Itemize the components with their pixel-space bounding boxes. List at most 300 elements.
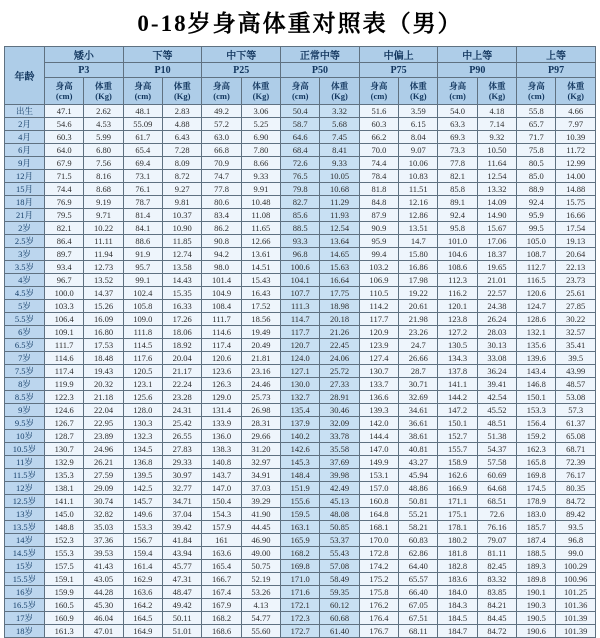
value-cell: 148.4 (281, 469, 320, 482)
value-cell: 4.18 (477, 105, 516, 118)
value-cell: 47.01 (84, 625, 123, 638)
value-cell: 108.6 (438, 261, 477, 274)
value-cell: 149.6 (123, 508, 162, 521)
value-cell: 3.06 (241, 105, 280, 118)
value-cell: 39.98 (320, 469, 359, 482)
value-cell: 95.7 (123, 261, 162, 274)
value-cell: 120.1 (438, 300, 477, 313)
value-cell: 23.73 (556, 274, 596, 287)
value-cell: 15.67 (477, 222, 516, 235)
value-cell: 36.61 (399, 417, 438, 430)
age-cell: 11岁 (5, 456, 45, 469)
value-cell: 132.1 (517, 326, 556, 339)
value-cell: 42.54 (477, 391, 516, 404)
value-cell: 17.52 (241, 300, 280, 313)
value-cell: 24.96 (84, 443, 123, 456)
value-cell: 141.1 (45, 495, 84, 508)
value-cell: 27.59 (84, 469, 123, 482)
value-cell: 120.6 (202, 352, 241, 365)
value-cell: 80.6 (202, 196, 241, 209)
value-cell: 161.4 (123, 560, 162, 573)
value-cell: 159.9 (45, 586, 84, 599)
value-cell: 88.9 (517, 183, 556, 196)
value-cell: 132.3 (123, 430, 162, 443)
value-cell: 81.4 (123, 209, 162, 222)
table-row (5, 105, 596, 118)
value-cell: 62.86 (399, 547, 438, 560)
value-cell: 61.7 (123, 131, 162, 144)
value-cell: 96.7 (45, 274, 84, 287)
value-cell: 6.15 (399, 118, 438, 131)
value-cell: 128.0 (123, 404, 162, 417)
page-title: 0-18岁身高体重对照表（男） (137, 11, 463, 36)
value-cell: 64.0 (45, 144, 84, 157)
value-cell: 100.0 (45, 287, 84, 300)
value-cell: 64.40 (399, 560, 438, 573)
value-cell: 134.5 (123, 443, 162, 456)
value-cell: 17.26 (163, 313, 202, 326)
value-cell: 20.61 (399, 300, 438, 313)
value-cell: 11.93 (320, 209, 359, 222)
value-cell: 89.7 (45, 248, 84, 261)
value-cell: 99.4 (359, 248, 398, 261)
age-cell: 4岁 (5, 274, 45, 287)
value-cell: 71.7 (517, 131, 556, 144)
value-cell: 99.1 (123, 274, 162, 287)
value-cell: 12.66 (241, 235, 280, 248)
value-cell: 159.4 (123, 547, 162, 560)
value-cell: 23.16 (241, 365, 280, 378)
value-cell: 45.77 (163, 560, 202, 573)
value-cell: 112.3 (438, 274, 477, 287)
value-cell: 54.77 (241, 612, 280, 625)
value-cell: 13.32 (477, 183, 516, 196)
value-cell: 72.6 (477, 508, 516, 521)
table-row (5, 417, 596, 430)
value-cell: 107.7 (281, 287, 320, 300)
table-row (5, 183, 596, 196)
value-cell: 10.68 (320, 183, 359, 196)
table-row (5, 326, 596, 339)
value-cell: 28.91 (320, 391, 359, 404)
value-cell: 33.78 (320, 430, 359, 443)
value-cell: 86.2 (202, 222, 241, 235)
value-cell: 45.13 (320, 495, 359, 508)
value-cell: 55.60 (241, 625, 280, 638)
value-cell: 68.4 (281, 144, 320, 157)
value-cell: 22.45 (320, 339, 359, 352)
value-cell: 8.72 (163, 170, 202, 183)
value-cell: 20.49 (241, 339, 280, 352)
value-cell: 108.4 (202, 300, 241, 313)
value-cell: 79.07 (477, 534, 516, 547)
value-cell: 146.8 (517, 378, 556, 391)
value-cell: 88.6 (123, 235, 162, 248)
value-cell: 22.04 (84, 404, 123, 417)
value-cell: 150.1 (517, 391, 556, 404)
table-row (5, 131, 596, 144)
value-cell: 160.8 (359, 495, 398, 508)
value-cell: 142.0 (359, 417, 398, 430)
value-cell: 21.26 (320, 326, 359, 339)
value-cell: 16.43 (241, 287, 280, 300)
value-cell: 7.14 (477, 118, 516, 131)
value-cell: 15.75 (556, 196, 596, 209)
table-row (5, 456, 596, 469)
table-row (5, 339, 596, 352)
age-cell: 16.5岁 (5, 599, 45, 612)
value-cell: 184.7 (438, 625, 477, 638)
value-cell: 14.51 (241, 261, 280, 274)
weight-col-header: 体重 (Kg) (477, 78, 516, 105)
value-cell: 174.5 (517, 482, 556, 495)
value-cell: 65.4 (123, 144, 162, 157)
value-cell: 16.86 (399, 261, 438, 274)
value-cell: 164.5 (123, 612, 162, 625)
value-cell: 112.7 (517, 261, 556, 274)
value-cell: 4.13 (241, 599, 280, 612)
value-cell: 9.27 (163, 183, 202, 196)
table-row (5, 261, 596, 274)
value-cell: 2.62 (84, 105, 123, 118)
value-cell: 32.82 (84, 508, 123, 521)
value-cell: 178.1 (438, 521, 477, 534)
value-cell: 39.42 (163, 521, 202, 534)
age-cell: 2.5岁 (5, 235, 45, 248)
value-cell: 182.8 (438, 560, 477, 573)
value-cell: 11.64 (477, 157, 516, 170)
height-col-header: 身高 (cm) (123, 78, 162, 105)
value-cell: 30.71 (399, 378, 438, 391)
age-cell: 12.5岁 (5, 495, 45, 508)
value-cell: 88.5 (281, 222, 320, 235)
value-cell: 87.9 (359, 209, 398, 222)
value-cell: 9.33 (241, 170, 280, 183)
value-cell: 117.4 (45, 365, 84, 378)
value-cell: 150.4 (202, 495, 241, 508)
value-cell: 171.1 (438, 495, 477, 508)
value-cell: 10.83 (399, 170, 438, 183)
value-cell: 16.33 (163, 300, 202, 313)
value-cell: 54.6 (45, 118, 84, 131)
value-cell: 71.5 (45, 170, 84, 183)
value-cell: 37.03 (241, 482, 280, 495)
value-cell: 101.25 (556, 586, 596, 599)
value-cell: 137.9 (281, 417, 320, 430)
value-cell: 68.51 (477, 495, 516, 508)
table-row (5, 534, 596, 547)
value-cell: 84.45 (477, 612, 516, 625)
value-cell: 7.28 (163, 144, 202, 157)
value-cell: 16.66 (556, 209, 596, 222)
weight-col-header: 体重 (Kg) (320, 78, 359, 105)
value-cell: 54.37 (477, 443, 516, 456)
value-cell: 72.39 (556, 456, 596, 469)
value-cell: 162.3 (517, 443, 556, 456)
age-cell: 15岁 (5, 560, 45, 573)
table-row (5, 144, 596, 157)
value-cell: 46.90 (241, 534, 280, 547)
value-cell: 3.59 (399, 105, 438, 118)
value-cell: 32.97 (241, 456, 280, 469)
value-cell: 15.26 (84, 300, 123, 313)
value-cell: 178.9 (517, 495, 556, 508)
table-row (5, 209, 596, 222)
value-cell: 136.0 (202, 430, 241, 443)
value-cell: 12.86 (399, 209, 438, 222)
value-cell: 111.7 (202, 313, 241, 326)
value-cell: 18.06 (163, 326, 202, 339)
value-cell: 22.13 (556, 261, 596, 274)
age-cell: 2月 (5, 118, 45, 131)
age-cell: 7岁 (5, 352, 45, 365)
value-cell: 161 (202, 534, 241, 547)
weight-col-header: 体重 (Kg) (556, 78, 596, 105)
age-cell: 15.5岁 (5, 573, 45, 586)
value-cell: 44.28 (84, 586, 123, 599)
value-cell: 29.09 (84, 482, 123, 495)
value-cell: 44.45 (241, 521, 280, 534)
value-cell: 12.73 (84, 261, 123, 274)
value-cell: 37.36 (84, 534, 123, 547)
value-cell: 25.42 (163, 417, 202, 430)
value-cell: 67.9 (45, 157, 84, 170)
value-cell: 73.1 (123, 170, 162, 183)
value-cell: 169.8 (517, 469, 556, 482)
value-cell: 45.30 (84, 599, 123, 612)
value-cell: 50.75 (241, 560, 280, 573)
table-row (5, 157, 596, 170)
value-cell: 152.3 (45, 534, 84, 547)
value-cell: 51.01 (163, 625, 202, 638)
value-cell: 17.53 (84, 339, 123, 352)
value-cell: 101.0 (438, 235, 477, 248)
value-cell: 65.7 (517, 118, 556, 131)
value-cell: 60.83 (399, 534, 438, 547)
value-cell: 11.72 (556, 144, 596, 157)
age-cell: 8岁 (5, 378, 45, 391)
value-cell: 65.57 (399, 573, 438, 586)
value-cell: 168.6 (202, 625, 241, 638)
value-cell: 20.18 (320, 313, 359, 326)
measure-header-row (5, 78, 596, 105)
age-cell: 6.5岁 (5, 339, 45, 352)
value-cell: 123.9 (359, 339, 398, 352)
group-header-p97: 上等 (517, 47, 596, 63)
age-cell: 21月 (5, 209, 45, 222)
table-row (5, 625, 596, 638)
value-cell: 59.35 (320, 586, 359, 599)
value-cell: 105.8 (123, 300, 162, 313)
value-cell: 120.6 (517, 287, 556, 300)
value-cell: 29.33 (163, 456, 202, 469)
value-cell: 48.1 (123, 105, 162, 118)
value-cell: 25.73 (241, 391, 280, 404)
value-cell: 78.7 (123, 196, 162, 209)
percentile-label-p75: P75 (359, 63, 438, 78)
value-cell: 30.46 (320, 404, 359, 417)
value-cell: 127.4 (359, 352, 398, 365)
value-cell: 39.29 (241, 495, 280, 508)
value-cell: 85.6 (281, 209, 320, 222)
value-cell: 99.5 (517, 222, 556, 235)
value-cell: 142.5 (123, 482, 162, 495)
value-cell: 84.72 (556, 495, 596, 508)
table-row (5, 300, 596, 313)
value-cell: 34.61 (399, 404, 438, 417)
value-cell: 163.6 (202, 547, 241, 560)
table-row (5, 313, 596, 326)
value-cell: 155.3 (45, 547, 84, 560)
value-cell: 45.52 (477, 404, 516, 417)
value-cell: 52.19 (241, 573, 280, 586)
value-cell: 188.5 (517, 547, 556, 560)
value-cell: 85.0 (517, 170, 556, 183)
value-cell: 127.1 (281, 365, 320, 378)
age-column-header: 年龄 (5, 47, 45, 105)
value-cell: 82.1 (438, 170, 477, 183)
value-cell: 148.8 (45, 521, 84, 534)
value-cell: 10.05 (320, 170, 359, 183)
value-cell: 5.99 (84, 131, 123, 144)
value-cell: 117.7 (359, 313, 398, 326)
value-cell: 54.0 (438, 105, 477, 118)
value-cell: 37.69 (320, 456, 359, 469)
value-cell: 39.53 (84, 547, 123, 560)
value-cell: 26.21 (84, 456, 123, 469)
value-cell: 85.8 (438, 183, 477, 196)
age-cell: 9岁 (5, 404, 45, 417)
value-cell: 138.1 (45, 482, 84, 495)
value-cell: 8.68 (84, 183, 123, 196)
value-cell: 137.8 (438, 365, 477, 378)
value-cell: 156.4 (517, 417, 556, 430)
group-header-row (5, 47, 596, 63)
value-cell: 18.56 (241, 313, 280, 326)
percentile-label-p25: P25 (202, 63, 281, 78)
value-cell: 114.2 (359, 300, 398, 313)
value-cell: 39.41 (477, 378, 516, 391)
value-cell: 98.0 (202, 261, 241, 274)
age-cell: 3岁 (5, 248, 45, 261)
value-cell: 32.69 (399, 391, 438, 404)
height-col-header: 身高 (cm) (359, 78, 398, 105)
value-cell: 70.0 (359, 144, 398, 157)
value-cell: 169.8 (281, 560, 320, 573)
value-cell: 82.7 (281, 196, 320, 209)
value-cell: 50.81 (399, 495, 438, 508)
table-row (5, 482, 596, 495)
value-cell: 11.94 (84, 248, 123, 261)
value-cell: 6.43 (163, 131, 202, 144)
value-cell: 35.58 (320, 443, 359, 456)
value-cell: 2.83 (163, 105, 202, 118)
value-cell: 163.1 (281, 521, 320, 534)
value-cell: 27.85 (556, 300, 596, 313)
value-cell: 172.7 (281, 625, 320, 638)
value-cell: 159.2 (517, 430, 556, 443)
value-cell: 49.42 (163, 599, 202, 612)
weight-col-header: 体重 (Kg) (84, 78, 123, 105)
value-cell: 160.9 (45, 612, 84, 625)
value-cell: 24.31 (163, 404, 202, 417)
value-cell: 14.43 (163, 274, 202, 287)
value-cell: 76.1 (123, 183, 162, 196)
value-cell: 81.11 (477, 547, 516, 560)
value-cell: 157.5 (45, 560, 84, 573)
value-cell: 51.6 (359, 105, 398, 118)
value-cell: 50.11 (163, 612, 202, 625)
value-cell: 139.6 (517, 352, 556, 365)
value-cell: 184.3 (438, 599, 477, 612)
table-row (5, 612, 596, 625)
value-cell: 127.2 (438, 326, 477, 339)
value-cell: 135.3 (45, 469, 84, 482)
value-cell: 67.05 (399, 599, 438, 612)
value-cell: 78.4 (359, 170, 398, 183)
value-cell: 19.49 (241, 326, 280, 339)
value-cell: 124.6 (45, 404, 84, 417)
value-cell: 68.71 (556, 443, 596, 456)
value-cell: 144.2 (438, 391, 477, 404)
value-cell: 94.2 (202, 248, 241, 261)
value-cell: 28.31 (241, 417, 280, 430)
value-cell: 12.16 (399, 196, 438, 209)
age-cell: 4.5岁 (5, 287, 45, 300)
value-cell: 117.7 (281, 326, 320, 339)
value-cell: 7.80 (241, 144, 280, 157)
value-cell: 135.6 (517, 339, 556, 352)
group-header-p3: 矮小 (45, 47, 124, 63)
value-cell: 151.9 (281, 482, 320, 495)
value-cell: 159.1 (45, 573, 84, 586)
age-cell: 14.5岁 (5, 547, 45, 560)
value-cell: 22.95 (84, 417, 123, 430)
value-cell: 9.81 (163, 196, 202, 209)
value-cell: 101.36 (556, 599, 596, 612)
value-cell: 4.66 (556, 105, 596, 118)
value-cell: 95.8 (438, 222, 477, 235)
value-cell: 10.06 (399, 157, 438, 170)
value-cell: 147.2 (438, 404, 477, 417)
table-row (5, 365, 596, 378)
value-cell: 6.90 (241, 131, 280, 144)
value-cell: 36.24 (477, 365, 516, 378)
value-cell: 165.9 (281, 534, 320, 547)
value-cell: 124.0 (281, 352, 320, 365)
value-cell: 5.25 (241, 118, 280, 131)
value-cell: 114.5 (123, 339, 162, 352)
value-cell: 65.08 (556, 430, 596, 443)
table-row (5, 560, 596, 573)
value-cell: 34.91 (241, 469, 280, 482)
value-cell: 130.5 (438, 339, 477, 352)
value-cell: 100.29 (556, 560, 596, 573)
value-cell: 48.86 (399, 482, 438, 495)
value-cell: 76.16 (477, 521, 516, 534)
value-cell: 67.51 (399, 612, 438, 625)
group-header-p90: 中上等 (438, 47, 517, 63)
value-cell: 105.0 (517, 235, 556, 248)
value-cell: 116.2 (438, 287, 477, 300)
value-cell: 7.97 (556, 118, 596, 131)
value-cell: 159.5 (281, 508, 320, 521)
value-cell: 153.3 (123, 521, 162, 534)
value-cell: 22.57 (477, 287, 516, 300)
value-cell: 154.3 (202, 508, 241, 521)
value-cell: 90.8 (202, 235, 241, 248)
value-cell: 114.6 (45, 352, 84, 365)
